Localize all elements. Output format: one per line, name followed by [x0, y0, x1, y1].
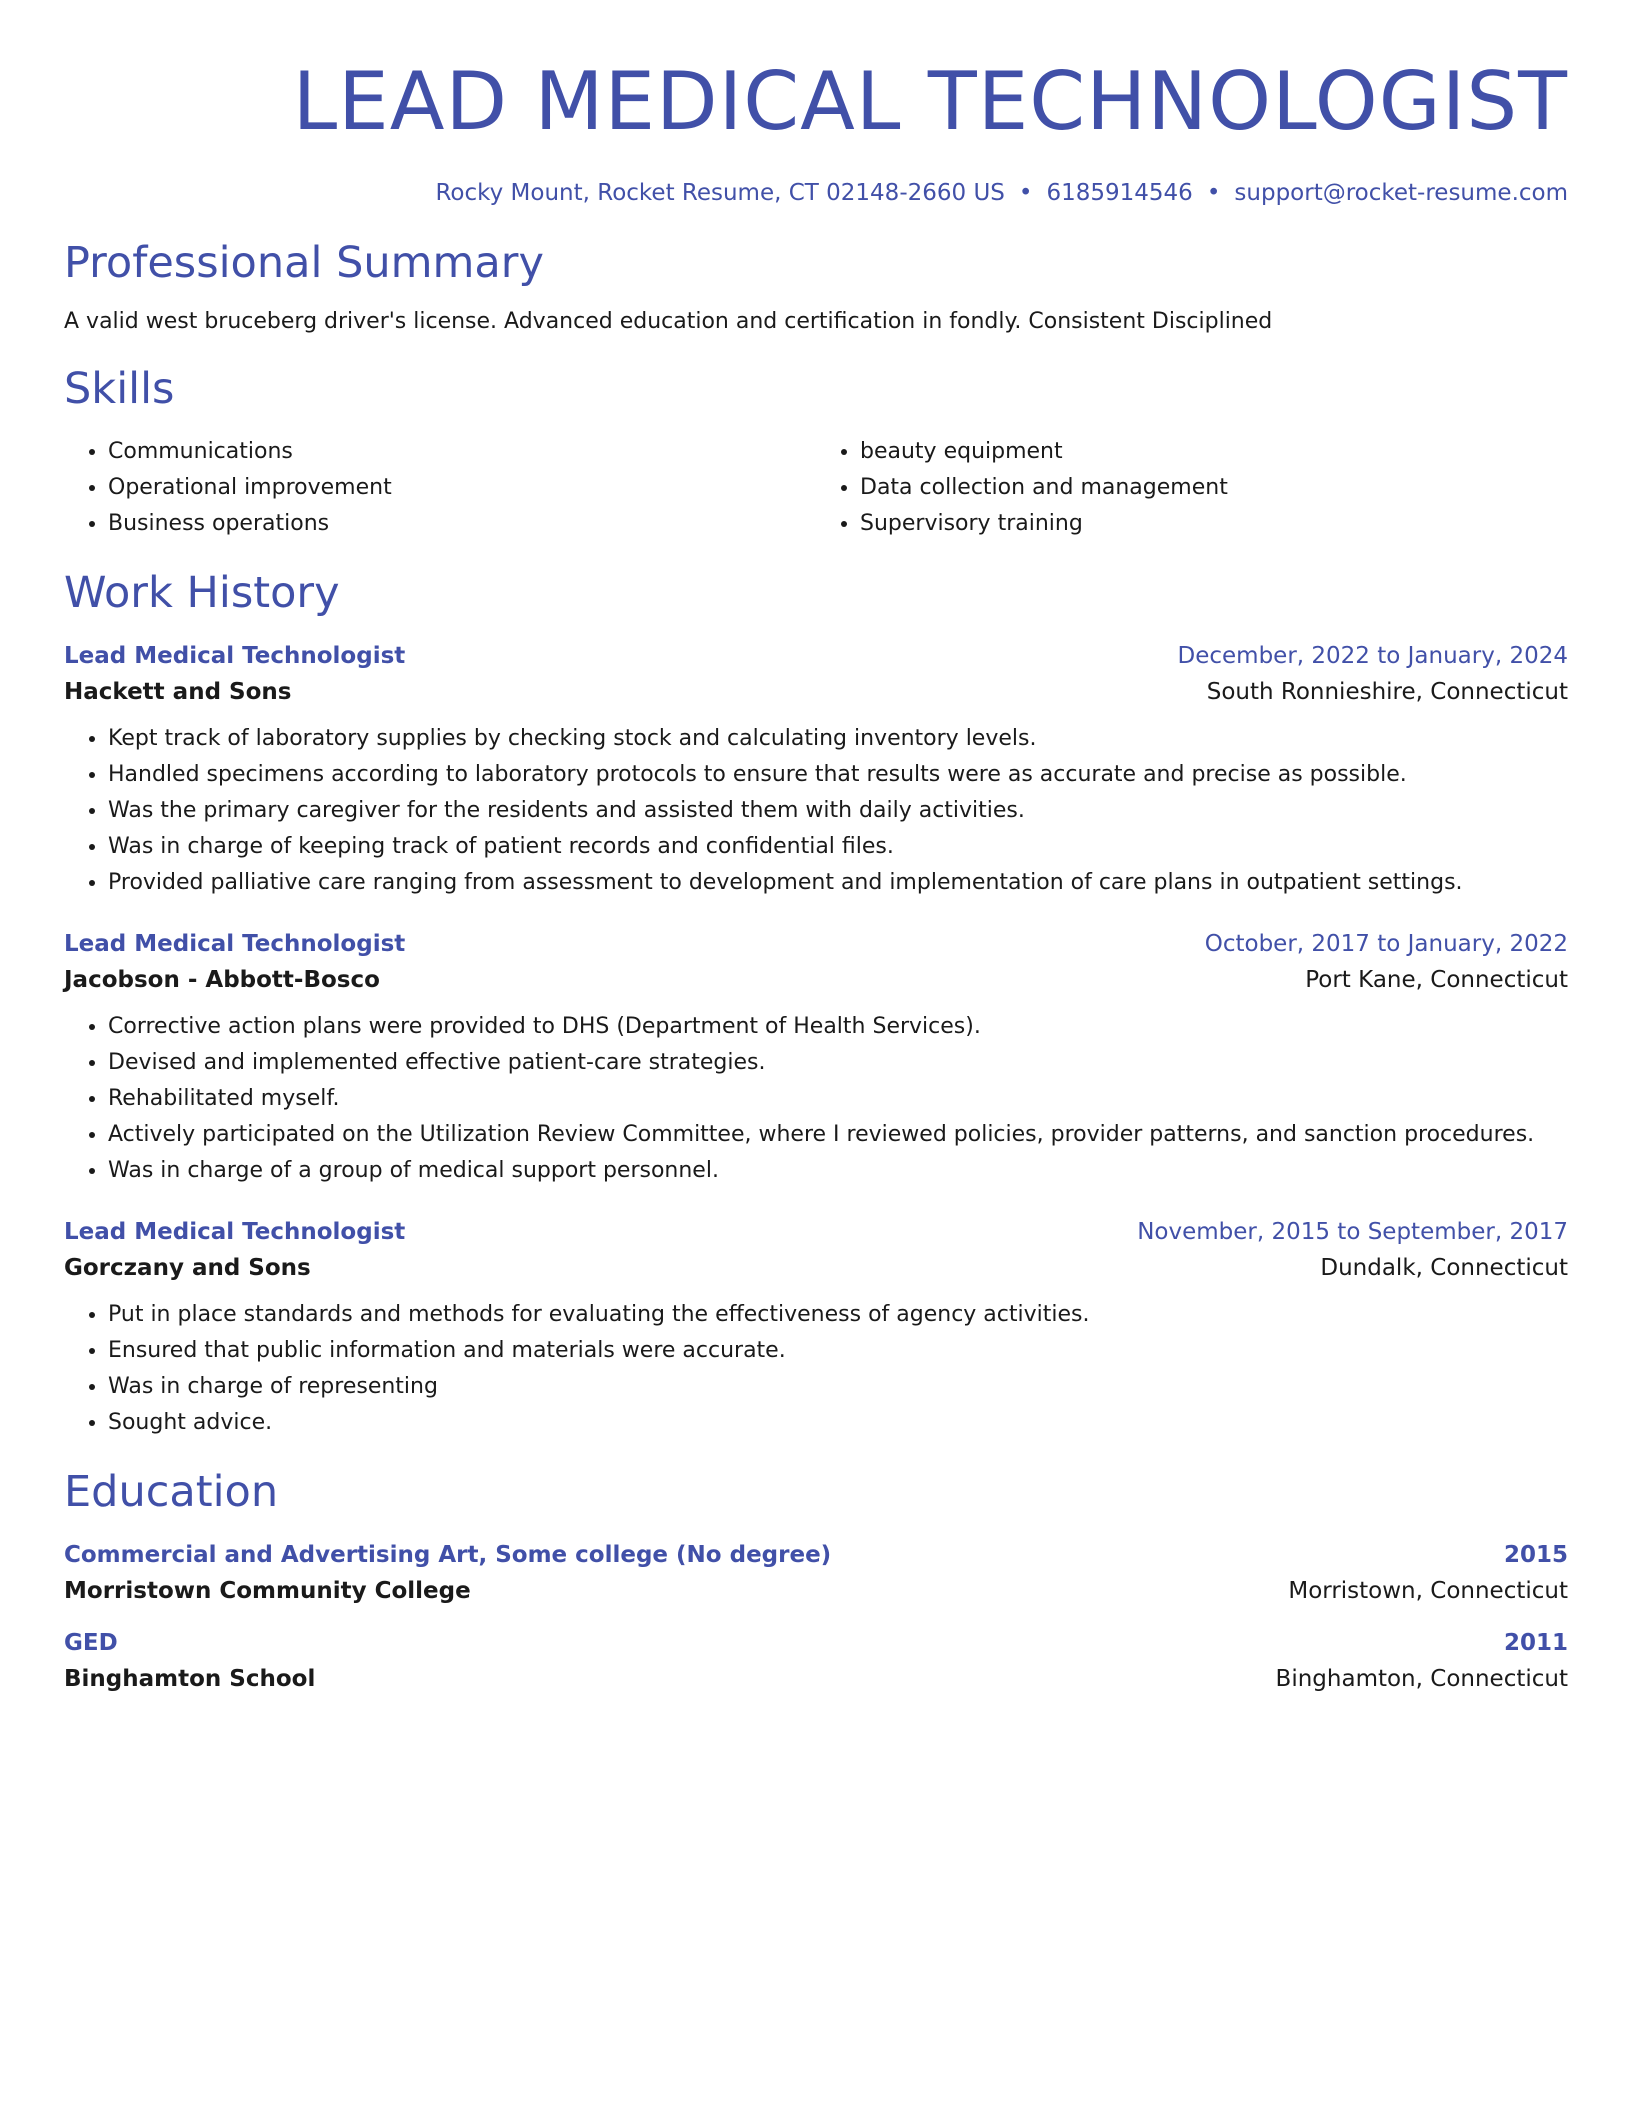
job-bullet: • Actively participated on the Utilization Review Committee, where I reviewed policies, provider patterns, and sanction procedures.: [108, 1117, 1568, 1153]
job-location: South Ronnieshire, Connecticut: [1206, 678, 1568, 705]
education-header-row: [64, 1630, 1568, 1656]
summary-heading: Professional Summary: [64, 238, 544, 288]
job-company-row: [64, 1245, 1568, 1281]
contact-phone: 6185914546: [1046, 180, 1193, 206]
education-year: 2015: [1503, 1542, 1568, 1569]
job-bullets: [64, 721, 1568, 901]
education-school: Morristown Community College: [64, 1578, 471, 1605]
education-location: Binghamton, Connecticut: [1275, 1666, 1568, 1693]
job-header-row: [64, 931, 1568, 957]
skill-item: • Communications: [108, 434, 816, 470]
education-school-row: [64, 1656, 1568, 1692]
job-header-row: [64, 1219, 1568, 1245]
job-title: Lead Medical Technologist: [64, 642, 406, 669]
education-header-row: [64, 1542, 1568, 1568]
skill-item: • Data collection and management: [860, 470, 1568, 506]
job-dates: November, 2015 to September, 2017: [1137, 1218, 1568, 1245]
job-bullets: [64, 1297, 1568, 1441]
job-company: Hackett and Sons: [64, 678, 292, 705]
job-bullet: • Was the primary caregiver for the residents and assisted them with daily activities.: [108, 793, 1568, 829]
job-bullet: • Was in charge of keeping track of patient records and confidential files.: [108, 829, 1568, 865]
job-company-row: [64, 669, 1568, 705]
job-dates: October, 2017 to January, 2022: [1204, 930, 1568, 957]
contact-line: [64, 180, 1568, 206]
job-bullet: • Provided palliative care ranging from assessment to development and implementation of care plans in outpatient settings.: [108, 865, 1568, 901]
skills-heading: Skills: [64, 364, 175, 415]
education-heading: Education: [64, 1466, 279, 1517]
education-entry: [64, 1542, 1568, 1604]
skills-column-left: [64, 434, 816, 542]
job-company-row: [64, 957, 1568, 993]
job-location: Port Kane, Connecticut: [1305, 966, 1568, 993]
job-entry: [64, 931, 1568, 1189]
job-bullets: [64, 1009, 1568, 1189]
job-bullet: • Handled specimens according to laboratory protocols to ensure that results were as accurate and precise as possible.: [108, 757, 1568, 793]
education-school-row: [64, 1568, 1568, 1604]
job-location: Dundalk, Connecticut: [1320, 1254, 1568, 1281]
job-bullet: • Ensured that public information and materials were accurate.: [108, 1333, 1568, 1369]
job-bullet: • Kept track of laboratory supplies by checking stock and calculating inventory levels.: [108, 721, 1568, 757]
job-bullet: • Sought advice.: [108, 1405, 1568, 1441]
education-location: Morristown, Connecticut: [1288, 1578, 1568, 1605]
resume-name: LEAD MEDICAL TECHNOLOGIST: [292, 55, 1568, 148]
job-company: Gorczany and Sons: [64, 1254, 311, 1281]
job-title: Lead Medical Technologist: [64, 930, 406, 957]
contact-email: support@rocket-resume.com: [1234, 180, 1568, 206]
skill-item: • Operational improvement: [108, 470, 816, 506]
education-degree: Commercial and Advertising Art, Some college (No degree): [64, 1542, 832, 1569]
work-history-heading: Work History: [64, 567, 340, 618]
contact-separator: •: [1018, 180, 1033, 206]
job-header-row: [64, 643, 1568, 669]
job-bullet: • Was in charge of a group of medical support personnel.: [108, 1153, 1568, 1189]
job-bullet: • Put in place standards and methods for evaluating the effectiveness of agency activities.: [108, 1297, 1568, 1333]
skills-grid: [64, 434, 1568, 542]
job-bullet: • Corrective action plans were provided to DHS (Department of Health Services).: [108, 1009, 1568, 1045]
job-entry: [64, 643, 1568, 901]
skill-item: • beauty equipment: [860, 434, 1568, 470]
skill-item: • Business operations: [108, 506, 816, 542]
education-degree: GED: [64, 1630, 118, 1657]
job-dates: December, 2022 to January, 2024: [1177, 642, 1568, 669]
job-title: Lead Medical Technologist: [64, 1218, 406, 1245]
education-school: Binghamton School: [64, 1666, 316, 1693]
contact-separator: •: [1206, 180, 1221, 206]
job-company: Jacobson - Abbott-Bosco: [64, 966, 380, 993]
job-bullet: • Was in charge of representing: [108, 1369, 1568, 1405]
skill-item: • Supervisory training: [860, 506, 1568, 542]
contact-address: Rocky Mount, Rocket Resume, CT 02148-2660 US: [435, 180, 1005, 206]
education-year: 2011: [1503, 1630, 1568, 1657]
job-bullet: • Rehabilitated myself.: [108, 1081, 1568, 1117]
skills-column-right: [816, 434, 1568, 542]
job-entry: [64, 1219, 1568, 1441]
education-entry: [64, 1630, 1568, 1692]
job-bullet: • Devised and implemented effective patient-care strategies.: [108, 1045, 1568, 1081]
summary-text: A valid west bruceberg driver's license. Advanced education and certification in fondly. Consistent Disciplined: [64, 309, 1273, 335]
